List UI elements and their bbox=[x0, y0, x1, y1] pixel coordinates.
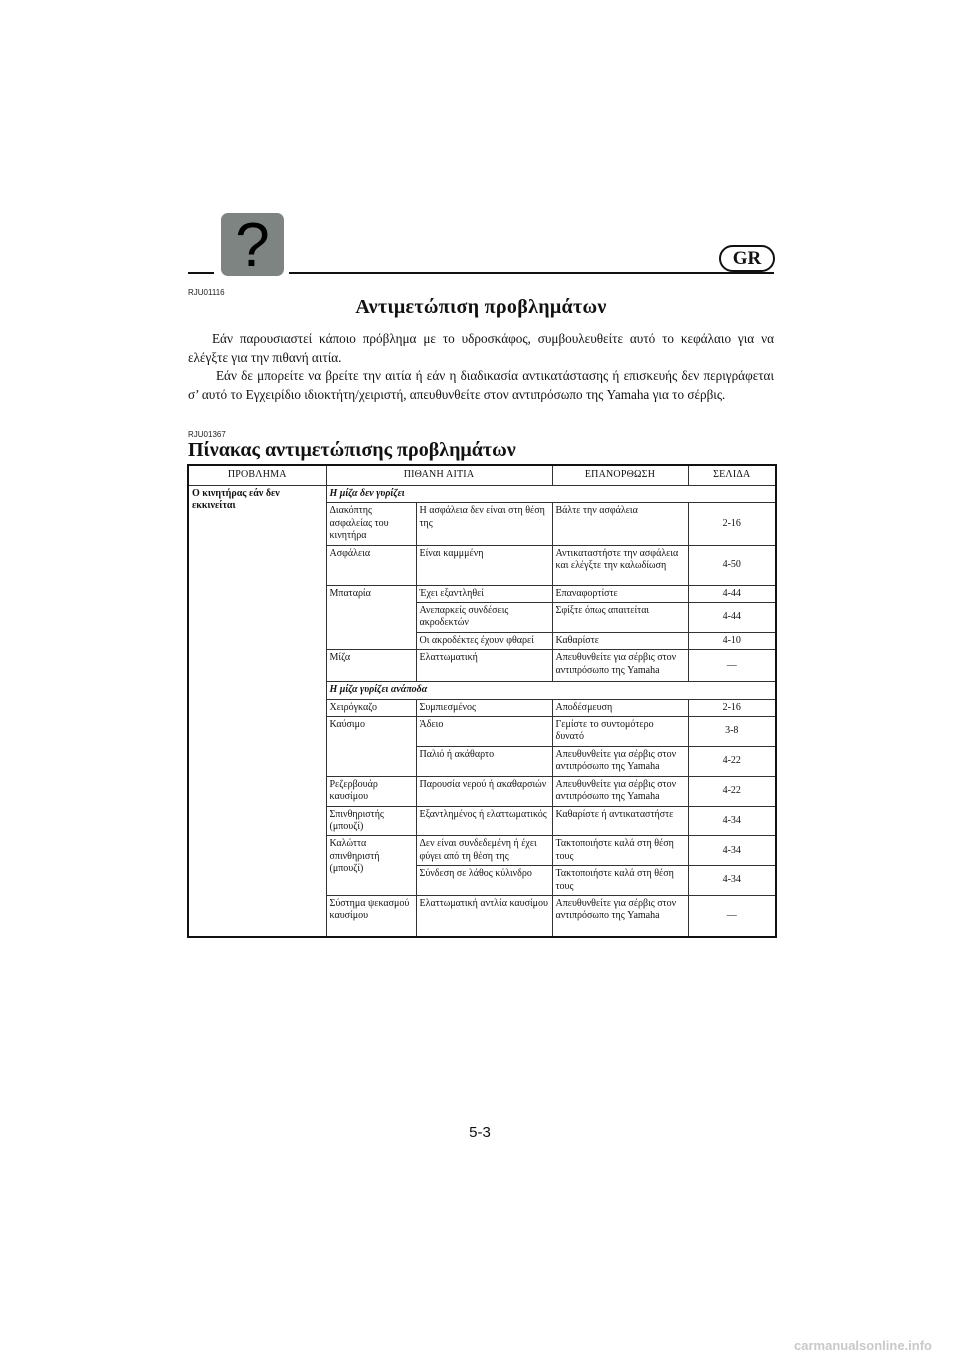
row-page: 4-50 bbox=[688, 545, 776, 585]
watermark: carmanualsonline.info bbox=[794, 1338, 932, 1353]
group-heading-2: Η μίζα γυρίζει ανάποδα bbox=[326, 682, 776, 699]
row-remedy: Απευθυνθείτε για σέρβις στον αντιπρόσωπο της Yamaha bbox=[552, 776, 688, 806]
row-page: — bbox=[688, 895, 776, 937]
row-cause: Παλιό ή ακάθαρτο bbox=[416, 746, 552, 776]
row-remedy: Καθαρίστε bbox=[552, 632, 688, 649]
row-page: 4-44 bbox=[688, 603, 776, 633]
row-item: Σύστημα ψεκασμού καυσίμου bbox=[326, 895, 416, 937]
row-remedy: Απευθυνθείτε για σέρβις στον αντιπρόσωπο της Yamaha bbox=[552, 895, 688, 937]
question-mark-icon bbox=[221, 211, 284, 280]
row-page: 4-44 bbox=[688, 585, 776, 602]
question-glyph: ? bbox=[235, 211, 270, 280]
header-cause: ΠΙΘΑΝΗ ΑΙΤΙΑ bbox=[326, 465, 552, 486]
row-item: Καύσιμο bbox=[326, 717, 416, 777]
row-item: Μπαταρία bbox=[326, 585, 416, 650]
group-heading-1: Η μίζα δεν γυρίζει bbox=[326, 486, 776, 503]
row-cause: Είναι καμμμένη bbox=[416, 545, 552, 585]
row-page: 4-34 bbox=[688, 866, 776, 896]
row-remedy: Βάλτε την ασφάλεια bbox=[552, 503, 688, 545]
row-item: Ασφάλεια bbox=[326, 545, 416, 585]
row-page: 4-22 bbox=[688, 746, 776, 776]
row-cause: Έχει εξαντληθεί bbox=[416, 585, 552, 602]
intro-text bbox=[188, 330, 774, 404]
row-remedy: Απευθυνθείτε για σέρβις στον αντιπρόσωπο της Yamaha bbox=[552, 746, 688, 776]
row-item: Σπινθηριστής (μπουζί) bbox=[326, 806, 416, 836]
row-item: Διακόπτης ασφαλείας του κινητήρα bbox=[326, 503, 416, 545]
table-section-code: RJU01367 bbox=[188, 430, 226, 439]
header-page: ΣΕΛΙΔΑ bbox=[688, 465, 776, 486]
row-cause: Άδειο bbox=[416, 717, 552, 747]
intro-paragraph-1: Εάν παρουσιαστεί κάποιο πρόβλημα με το υδροσκάφος, συμβουλευθείτε αυτό το κεφάλαιο για να ελέγξτε για την πιθανή αιτία. bbox=[188, 331, 774, 365]
row-remedy: Τακτοποιήστε καλά στη θέση τους bbox=[552, 866, 688, 896]
troubleshooting-table bbox=[187, 464, 775, 938]
row-remedy: Καθαρίστε ή αντικαταστήστε bbox=[552, 806, 688, 836]
header-remedy: ΕΠΑΝΟΡΘΩΣΗ bbox=[552, 465, 688, 486]
row-cause: Οι ακροδέκτες έχουν φθαρεί bbox=[416, 632, 552, 649]
row-remedy: Γεμίστε το συντομότερο δυνατό bbox=[552, 717, 688, 747]
row-remedy: Τακτοποιήστε καλά στη θέση τους bbox=[552, 836, 688, 866]
header-rule-right bbox=[289, 272, 774, 274]
intro-section-code: RJU01116 bbox=[188, 288, 225, 297]
row-page: 2-16 bbox=[688, 503, 776, 545]
row-cause: Σύνδεση σε λάθος κύλινδρο bbox=[416, 866, 552, 896]
row-cause: Παρουσία νερού ή ακαθαρσιών bbox=[416, 776, 552, 806]
page-number: 5-3 bbox=[469, 1124, 491, 1141]
row-item: Ρεζερβουάρ καυσίμου bbox=[326, 776, 416, 806]
row-page: 2-16 bbox=[688, 699, 776, 716]
row-page: 3-8 bbox=[688, 717, 776, 747]
row-item: Χειρόγκαζο bbox=[326, 699, 416, 716]
row-page: 4-34 bbox=[688, 836, 776, 866]
page-title: Αντιμετώπιση προβλημάτων bbox=[355, 296, 607, 318]
row-page: 4-10 bbox=[688, 632, 776, 649]
row-cause: Εξαντλημένος ή ελαττωματικός bbox=[416, 806, 552, 836]
row-cause: Δεν είναι συνδεδεμένη ή έχει φύγει από τη θέση της bbox=[416, 836, 552, 866]
row-remedy: Επαναφορτίστε bbox=[552, 585, 688, 602]
language-badge: GR bbox=[719, 245, 775, 272]
row-item: Μίζα bbox=[326, 650, 416, 682]
row-page: 4-22 bbox=[688, 776, 776, 806]
row-cause: Η ασφάλεια δεν είναι στη θέση της bbox=[416, 503, 552, 545]
row-remedy: Αντικαταστήστε την ασφάλεια και ελέγξτε την καλωδίωση bbox=[552, 545, 688, 585]
row-remedy: Αποδέσμευση bbox=[552, 699, 688, 716]
row-cause: Ελαττωματική bbox=[416, 650, 552, 682]
row-remedy: Σφίξτε όπως απαιτείται bbox=[552, 603, 688, 633]
row-item: Καλώττα σπινθηριστή (μπουζί) bbox=[326, 836, 416, 896]
row-cause: Ανεπαρκείς συνδέσεις ακροδεκτών bbox=[416, 603, 552, 633]
table-title: Πίνακας αντιμετώπισης προβλημάτων bbox=[188, 439, 516, 461]
header-rule-left bbox=[188, 272, 214, 274]
intro-paragraph-2: Εάν δε μπορείτε να βρείτε την αιτία ή εάν η διαδικασία αντικατάστασης ή επισκευής δεν περιγράφεται σ’ αυτό το Εγχειρίδιο ιδιοκτήτη/χειριστή, απευθυνθείτε στον αντιπρόσωπο της Yamaha για το σέρβις. bbox=[188, 368, 774, 402]
header-problem: ΠΡΟΒΛΗΜΑ bbox=[188, 465, 326, 486]
table-header-row bbox=[188, 465, 776, 486]
row-cause: Συμπιεσμένος bbox=[416, 699, 552, 716]
row-cause: Ελαττωματική αντλία καυσίμου bbox=[416, 895, 552, 937]
row-page: 4-34 bbox=[688, 806, 776, 836]
row-remedy: Απευθυνθείτε για σέρβις στον αντιπρόσωπο της Yamaha bbox=[552, 650, 688, 682]
row-page: — bbox=[688, 650, 776, 682]
problem-cell: Ο κινητήρας εάν δεν εκκινείται bbox=[188, 486, 326, 938]
